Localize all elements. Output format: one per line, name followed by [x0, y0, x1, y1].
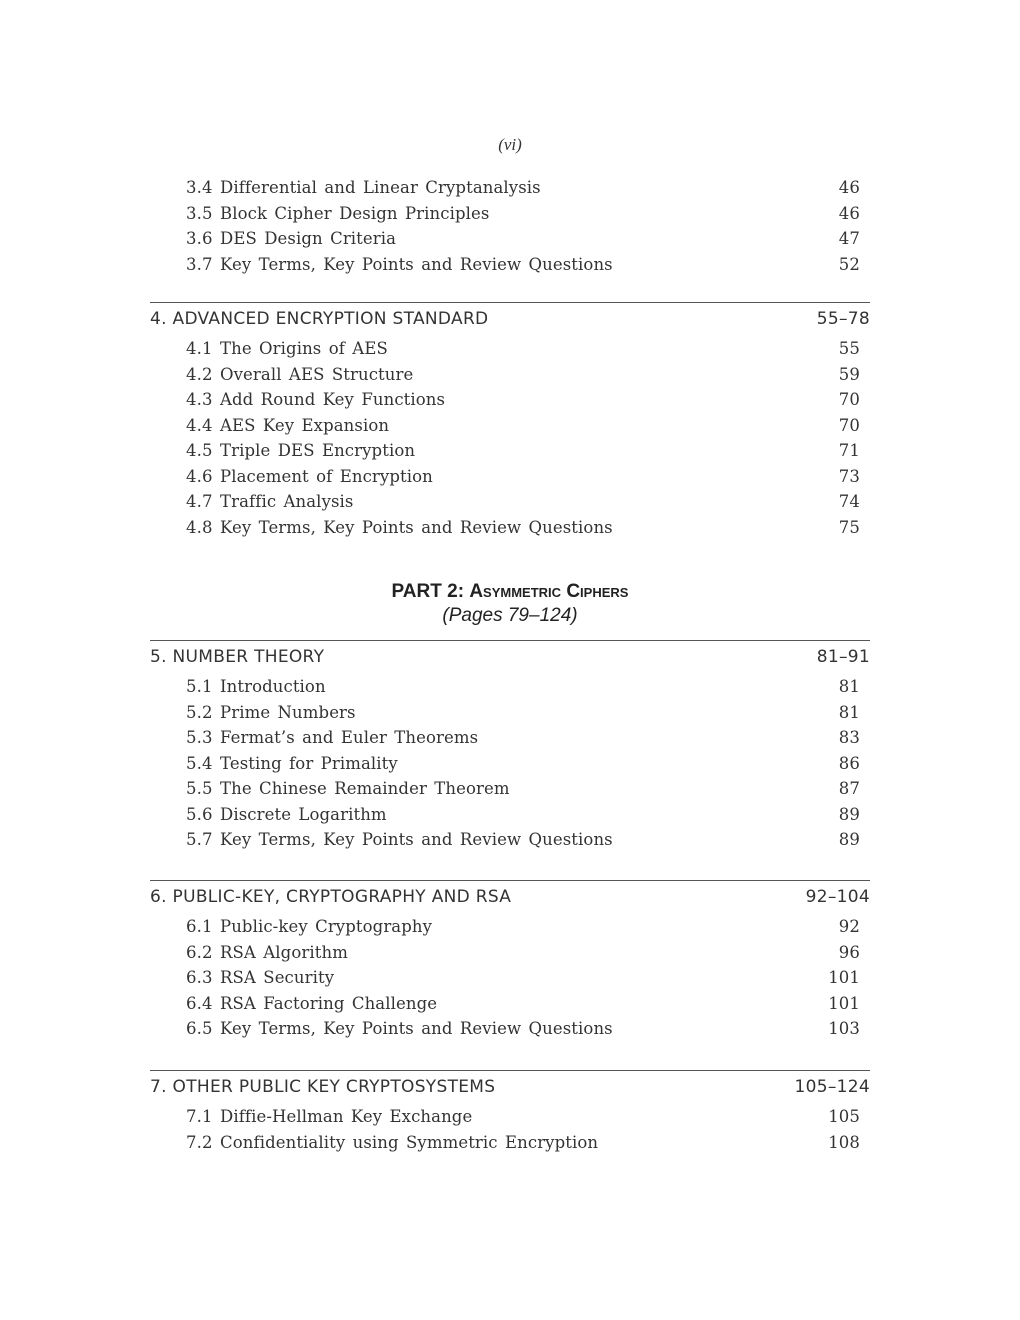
entry-title: Key Terms, Key Points and Review Questions	[220, 830, 613, 849]
chapter-pages: 92–104	[805, 887, 870, 907]
entry-title: Public-key Cryptography	[220, 917, 433, 936]
toc-entry[interactable]	[150, 1130, 870, 1156]
entry-number: 3.5	[186, 203, 213, 223]
entry-title: RSA Factoring Challenge	[220, 993, 438, 1013]
chapter-pages: 55–78	[816, 309, 870, 329]
toc-entry[interactable]	[150, 413, 870, 439]
entry-title: Triple DES Encryption	[220, 441, 416, 460]
entry-page: 46	[838, 203, 860, 223]
toc-entry[interactable]	[150, 362, 870, 388]
chapter-title: 6. PUBLIC-KEY, CRYPTOGRAPHY AND RSA	[150, 887, 512, 907]
entry-page: 87	[838, 779, 860, 798]
toc-entry[interactable]	[150, 802, 870, 828]
chapter-3-entries	[150, 175, 870, 277]
entry-page: 47	[838, 229, 860, 248]
entry-page: 71	[838, 441, 860, 460]
toc-entry[interactable]	[150, 965, 870, 991]
entry-title: Differential and Linear Cryptanalysis	[220, 178, 541, 197]
entry-number: 4.1	[186, 339, 213, 358]
entry-number: 3.7	[186, 254, 213, 274]
chapter-pages: 81–91	[816, 647, 870, 667]
entry-title: Prime Numbers	[220, 702, 356, 722]
entry-page: 55	[838, 339, 860, 358]
entry-number: 4.8	[186, 517, 213, 537]
entry-title: AES Key Expansion	[220, 415, 390, 435]
chapter-7	[150, 1070, 870, 1155]
entry-title: Confidentiality using Symmetric Encryption	[220, 1132, 599, 1152]
page-number: (vi)	[498, 135, 522, 154]
chapter-5	[150, 640, 870, 853]
entry-number: 6.1	[186, 917, 213, 936]
chapter-6	[150, 880, 870, 1042]
toc-entry[interactable]	[150, 489, 870, 515]
entry-number: 7.1	[186, 1107, 213, 1126]
chapter-heading[interactable]	[150, 303, 870, 336]
entry-number: 5.7	[186, 830, 213, 849]
entry-title: Key Terms, Key Points and Review Questions	[220, 254, 613, 274]
toc-entry[interactable]	[150, 336, 870, 362]
entry-title: RSA Security	[220, 968, 335, 987]
entry-number: 5.5	[186, 779, 213, 798]
entry-page: 89	[838, 830, 860, 849]
toc-entry[interactable]	[150, 464, 870, 490]
entry-page: 70	[838, 415, 860, 435]
toc-entry[interactable]	[150, 776, 870, 802]
entry-page: 70	[838, 390, 860, 409]
entry-title: RSA Algorithm	[220, 942, 348, 962]
entry-number: 7.2	[186, 1132, 213, 1152]
toc-entry[interactable]	[150, 1016, 870, 1042]
entry-title: Traffic Analysis	[220, 492, 354, 511]
toc-entry[interactable]	[150, 725, 870, 751]
entry-page: 73	[838, 466, 860, 486]
part-title	[0, 580, 1020, 604]
entry-page: 103	[828, 1019, 860, 1038]
entry-page: 92	[838, 917, 860, 936]
chapter-title: 4. ADVANCED ENCRYPTION STANDARD	[150, 309, 489, 329]
entry-number: 4.6	[186, 466, 213, 486]
toc-entry[interactable]	[150, 751, 870, 777]
entry-number: 5.3	[186, 728, 213, 747]
part-heading	[0, 580, 1020, 628]
entry-title: Overall AES Structure	[220, 364, 414, 384]
entry-title: The Origins of AES	[220, 339, 388, 358]
toc-entry[interactable]	[150, 387, 870, 413]
entry-number: 4.3	[186, 390, 213, 409]
toc-entry[interactable]	[150, 940, 870, 966]
entry-title: Block Cipher Design Principles	[220, 203, 490, 223]
entry-page: 83	[838, 728, 860, 747]
entry-page: 101	[828, 993, 860, 1013]
toc-entry[interactable]	[150, 1104, 870, 1130]
chapter-heading[interactable]	[150, 1071, 870, 1104]
entry-number: 6.5	[186, 1019, 213, 1038]
entry-title: Key Terms, Key Points and Review Questions	[220, 517, 613, 537]
entry-number: 5.6	[186, 804, 213, 824]
toc-entry[interactable]	[150, 252, 870, 278]
part-pages: (Pages 79–124)	[442, 605, 578, 626]
entry-page: 86	[838, 753, 860, 773]
entry-title: Add Round Key Functions	[220, 390, 446, 409]
toc-entry[interactable]	[150, 991, 870, 1017]
chapter-heading[interactable]	[150, 881, 870, 914]
chapter-title: 7. OTHER PUBLIC KEY CRYPTOSYSTEMS	[150, 1077, 496, 1097]
chapter-6-entries	[150, 914, 870, 1042]
toc-entry[interactable]	[150, 827, 870, 853]
chapter-5-entries	[150, 674, 870, 853]
chapter-4-entries	[150, 336, 870, 540]
chapter-4	[150, 302, 870, 540]
entry-title: Placement of Encryption	[220, 466, 433, 486]
entry-title: The Chinese Remainder Theorem	[220, 779, 510, 798]
toc-entry[interactable]	[150, 201, 870, 227]
entry-number: 5.1	[186, 677, 213, 696]
entry-page: 52	[838, 254, 860, 274]
chapter-heading[interactable]	[150, 641, 870, 674]
entry-page: 74	[838, 492, 860, 511]
toc-entry[interactable]	[150, 438, 870, 464]
entry-page: 75	[838, 517, 860, 537]
entry-title: DES Design Criteria	[220, 229, 397, 248]
entry-number: 3.6	[186, 229, 213, 248]
chapter-title: 5. NUMBER THEORY	[150, 647, 325, 667]
entry-page: 81	[838, 677, 860, 696]
entry-number: 3.4	[186, 178, 213, 197]
part-label: PART 2:	[391, 581, 465, 602]
entry-page: 105	[828, 1107, 860, 1126]
entry-title: Key Terms, Key Points and Review Questions	[220, 1019, 613, 1038]
entry-page: 46	[838, 178, 860, 197]
entry-title: Diffie-Hellman Key Exchange	[220, 1107, 473, 1126]
entry-number: 4.7	[186, 492, 213, 511]
entry-title: Discrete Logarithm	[220, 804, 387, 824]
toc-entry[interactable]	[150, 700, 870, 726]
entry-number: 6.3	[186, 968, 213, 987]
entry-number: 4.4	[186, 415, 213, 435]
toc-entry[interactable]	[150, 914, 870, 940]
entry-number: 5.4	[186, 753, 213, 773]
toc-entry[interactable]	[150, 175, 870, 201]
entry-title: Fermat’s and Euler Theorems	[220, 728, 479, 747]
toc-entry[interactable]	[150, 515, 870, 541]
entry-number: 4.2	[186, 364, 213, 384]
chapter-7-entries	[150, 1104, 870, 1155]
entry-page: 108	[828, 1132, 860, 1152]
entry-page: 59	[838, 364, 860, 384]
toc-entry[interactable]	[150, 674, 870, 700]
entry-number: 4.5	[186, 441, 213, 460]
entry-number: 6.4	[186, 993, 213, 1013]
toc-entry[interactable]	[150, 226, 870, 252]
entry-number: 5.2	[186, 702, 213, 722]
chapter-pages: 105–124	[794, 1077, 870, 1097]
entry-page: 96	[838, 942, 860, 962]
entry-page: 89	[838, 804, 860, 824]
entry-number: 6.2	[186, 942, 213, 962]
entry-title: Introduction	[220, 677, 326, 696]
entry-page: 101	[828, 968, 860, 987]
entry-page: 81	[838, 702, 860, 722]
entry-title: Testing for Primality	[220, 753, 398, 773]
part-name: Asymmetric Ciphers	[469, 581, 629, 602]
